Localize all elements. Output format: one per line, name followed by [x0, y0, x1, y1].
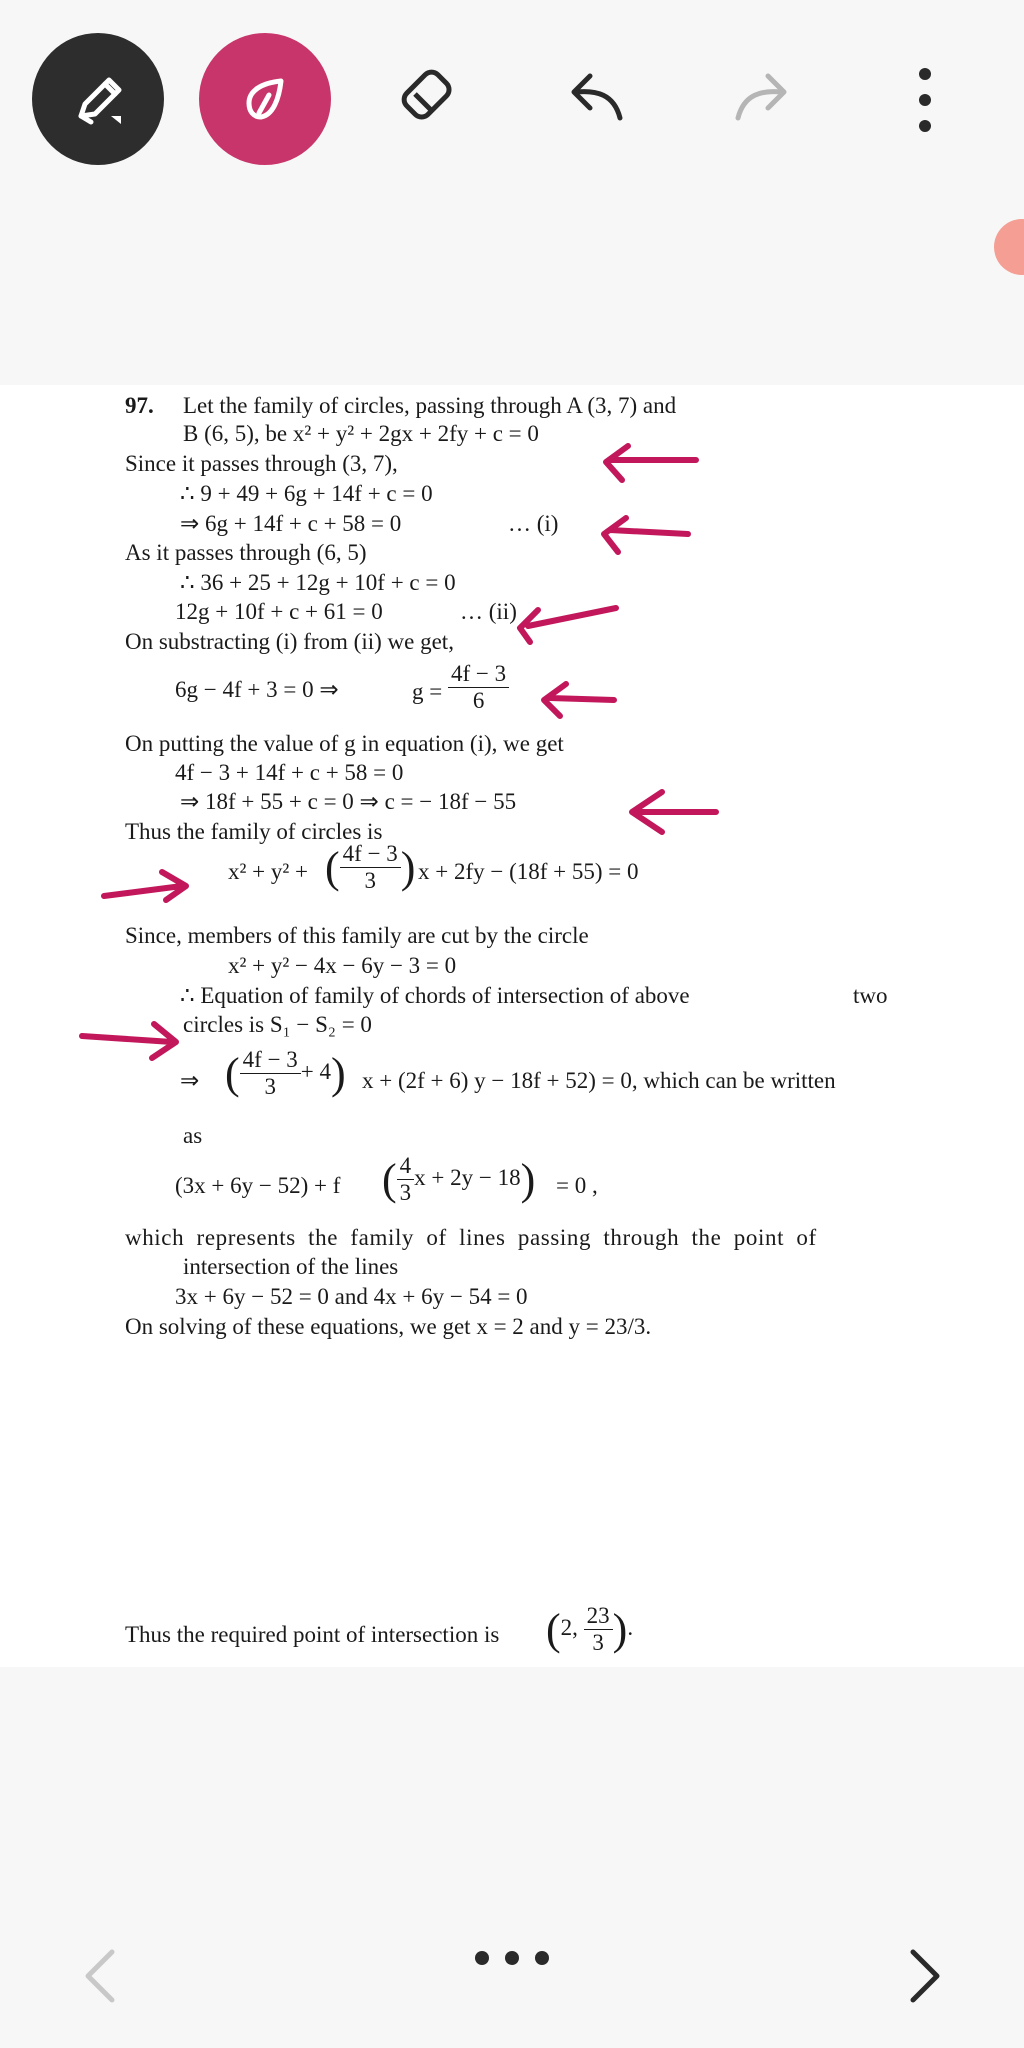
doc-line: intersection of the lines	[183, 1254, 399, 1279]
doc-line: g =	[412, 679, 443, 704]
annotation-arrow	[104, 872, 186, 900]
more-vertical-icon	[910, 60, 940, 140]
equation-tag: … (i)	[508, 511, 559, 536]
annotation-arrow	[604, 518, 688, 552]
doc-line: + 4	[300, 1058, 332, 1084]
annotation-arrow	[520, 608, 616, 642]
doc-line: = 0 ,	[556, 1173, 598, 1198]
next-page-button[interactable]	[895, 1940, 955, 2012]
doc-line: 3x + 6y − 52 = 0 and 4x + 6y − 54 = 0	[175, 1284, 528, 1309]
doc-line: x² + y² − 4x − 6y − 3 = 0	[228, 953, 457, 978]
pen-icon	[63, 64, 133, 134]
doc-line: as	[183, 1123, 203, 1148]
doc-line: Thus the required point of intersection is	[125, 1622, 500, 1647]
doc-line: On substracting (i) from (ii) we get,	[125, 629, 454, 654]
annotation-arrow	[544, 684, 614, 716]
doc-line: On putting the value of g in equation (i), we get	[125, 731, 564, 756]
doc-line: 4f − 3 + 14f + c + 58 = 0	[175, 760, 404, 785]
redo-button[interactable]	[726, 60, 796, 130]
doc-line: 6g − 4f + 3 = 0 ⇒	[175, 677, 339, 702]
doc-line: Since it passes through (3, 7),	[125, 451, 398, 476]
doc-line: As it passes through (6, 5)	[125, 540, 367, 565]
doc-line: ⇒ 18f + 55 + c = 0 ⇒ c = − 18f − 55	[180, 789, 517, 814]
annotation-arrow	[606, 446, 696, 480]
pen-color-indicator[interactable]	[994, 219, 1024, 275]
denominator: 6	[472, 688, 485, 713]
doc-line: Thus the family of circles is	[125, 819, 383, 844]
doc-line: x + 2y − 18	[414, 1164, 521, 1190]
fraction: ( $\frac{4f - 3}{3}$ + 4)	[225, 1047, 346, 1099]
annotation-arrow	[82, 1024, 176, 1058]
undo-button[interactable]	[562, 60, 632, 130]
chevron-left-icon	[80, 1946, 120, 2006]
numerator: 4	[397, 1153, 415, 1180]
doc-line: 2,	[560, 1614, 578, 1640]
doc-line: Since, members of this family are cut by the circle	[125, 923, 589, 948]
fraction: (2, $\frac{23}{3}$ ).	[546, 1603, 634, 1655]
undo-icon	[562, 60, 632, 130]
doc-line: On solving of these equations, we get x = 2 and y = 23/3.	[125, 1314, 652, 1339]
doc-line: which represents the family of lines passing through the point of	[125, 1225, 817, 1250]
drawing-toolbar	[0, 0, 1024, 200]
doc-line: B (6, 5), be x² + y² + 2gx + 2fy + c = 0	[183, 421, 539, 446]
doc-line: ⇒	[180, 1068, 200, 1093]
numerator: 4f − 3	[240, 1047, 301, 1074]
annotation-arrow	[632, 792, 716, 832]
doc-line: x + 2fy − (18f + 55) = 0	[418, 859, 639, 884]
doc-line: ∴ 36 + 25 + 12g + 10f + c = 0	[180, 570, 456, 595]
denominator: 3	[364, 868, 376, 893]
question-number: 97.	[125, 393, 154, 418]
eraser-icon	[393, 60, 463, 130]
doc-line: ∴ 9 + 49 + 6g + 14f + c = 0	[180, 481, 433, 506]
doc-line: 12g + 10f + c + 61 = 0	[175, 599, 383, 624]
doc-line: .	[627, 1614, 634, 1640]
doc-line: x² + y² +	[228, 859, 308, 884]
previous-page-button[interactable]	[70, 1940, 130, 2012]
more-options-button[interactable]	[895, 60, 955, 140]
chevron-right-icon	[905, 1946, 945, 2006]
doc-line: Let the family of circles, passing through A (3, 7) and	[183, 393, 677, 418]
equation-tag: … (ii)	[460, 599, 517, 624]
annotation-layer	[0, 400, 1024, 1500]
numerator: 4f − 3	[340, 841, 401, 868]
doc-line: x + (2f + 6) y − 18f + 52) = 0, which can be written	[362, 1068, 836, 1093]
highlighter-tool-button[interactable]	[199, 33, 331, 165]
redo-icon	[726, 60, 796, 130]
denominator: 3	[592, 1630, 604, 1655]
doc-line: ⇒ 6g + 14f + c + 58 = 0	[180, 511, 402, 536]
numerator: 4f − 3	[448, 661, 509, 688]
doc-line: circles is S₁ − S₂ = 0	[183, 1012, 372, 1037]
denominator: 3	[399, 1180, 412, 1205]
eraser-tool-button[interactable]	[393, 60, 463, 130]
doc-line: ∴ Equation of family of chords of intersection of above	[180, 983, 690, 1008]
pen-tool-button[interactable]	[32, 33, 164, 165]
denominator: 3	[264, 1074, 276, 1099]
doc-line: (3x + 6y − 52) + f	[175, 1173, 341, 1198]
more-horizontal-icon	[466, 1940, 558, 1976]
numerator: 23	[584, 1603, 613, 1630]
page-menu-button[interactable]	[466, 1940, 558, 1976]
highlighter-icon	[235, 69, 295, 129]
fraction: ( $\frac{4}{3}$ x + 2y − 18)	[382, 1153, 536, 1205]
fraction: ( $\frac{4f - 3}{3}$ )	[325, 841, 416, 893]
doc-line: two	[853, 983, 888, 1008]
